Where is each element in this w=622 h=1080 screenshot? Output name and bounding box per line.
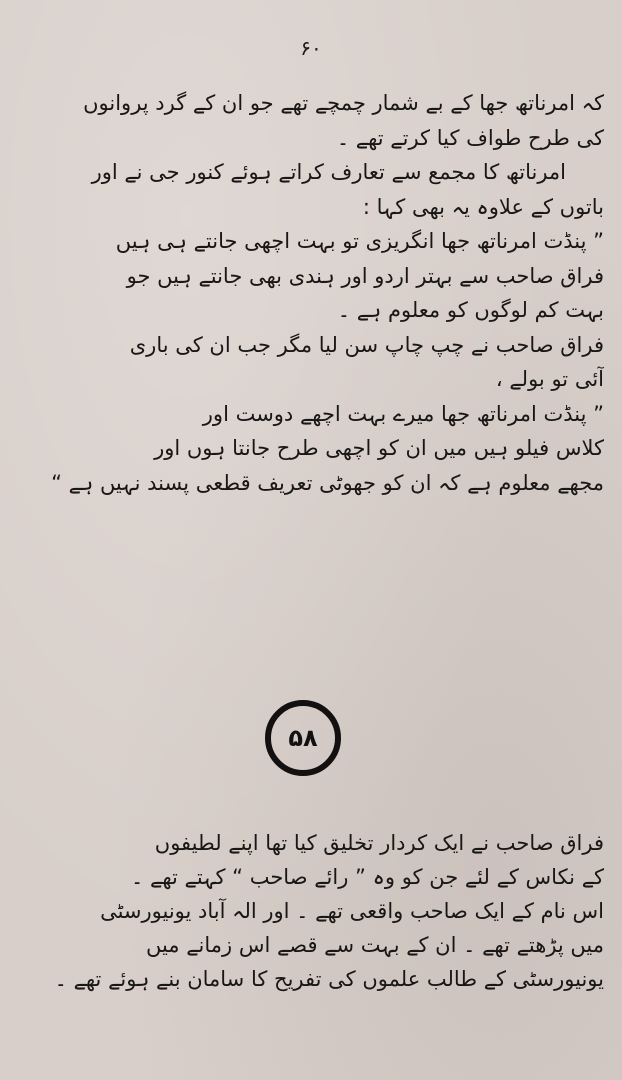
bottom-text-block <box>12 826 604 996</box>
text-line: فراق صاحب نے چپ چاپ سن لیا مگر جب ان کی باری <box>129 332 604 357</box>
text-line: کہ امرناتھ جھا کے بے شمار چمچے تھے جو ان کے گرد پروانوں <box>83 91 604 115</box>
text-line: یونیورسٹی کے طالب علموں کی تفریح کا سامان بنے ہوئے تھے ۔ <box>54 967 604 991</box>
text-line: فراق صاحب نے ایک کردار تخلیق کیا تھا اپنے لطیفوں <box>154 831 604 855</box>
page-number: ۶۰ <box>300 36 322 60</box>
text-line: فراق صاحب سے بہتر اردو اور ہندی بھی جانتے ہیں جو <box>126 263 604 288</box>
text-line: کے نکاس کے لئے جن کو وہ ” رائے صاحب “ کہتے تھے ۔ <box>131 865 604 889</box>
text-line: کی طرح طواف کیا کرتے تھے ۔ <box>336 125 604 150</box>
text-line: میں پڑھتے تھے ۔ ان کے بہت سے قصے اس زمانے میں <box>145 933 604 957</box>
text-line: آئی تو بولے ، <box>495 367 604 391</box>
text-line: اس نام کے ایک صاحب واقعی تھے ۔ اور الہ آباد یونیورسٹی <box>100 899 604 923</box>
text-line: بہت کم لوگوں کو معلوم ہے ۔ <box>337 298 604 322</box>
paragraph-1 <box>12 86 604 155</box>
paragraph-2 <box>12 155 604 190</box>
paragraph-2-continued <box>12 190 604 225</box>
text-line: باتوں کے علاوہ یہ بھی کہا : <box>362 194 604 219</box>
text-line: ” پنڈت امرناتھ جھا میرے بہت اچھے دوست اور <box>202 401 604 426</box>
text-line: امرناتھ کا مجمع سے تعارف کراتے ہوئے کنور جی نے اور <box>91 160 566 184</box>
quote-2 <box>12 397 604 501</box>
paragraph-4 <box>12 826 604 996</box>
text-line: ” پنڈت امرناتھ جھا انگریزی تو بہت اچھی جانتے ہی ہیں <box>115 229 604 253</box>
section-number-circle: ۵۸ <box>265 700 341 776</box>
quote-1 <box>12 224 604 328</box>
text-line: مجھے معلوم ہے کہ ان کو جھوٹی تعریف قطعی پسند نہیں ہے “ <box>51 470 604 495</box>
text-line: کلاس فیلو ہیں میں ان کو اچھی طرح جانتا ہوں اور <box>154 436 604 460</box>
paragraph-3 <box>12 328 604 397</box>
top-text-block <box>12 86 604 500</box>
